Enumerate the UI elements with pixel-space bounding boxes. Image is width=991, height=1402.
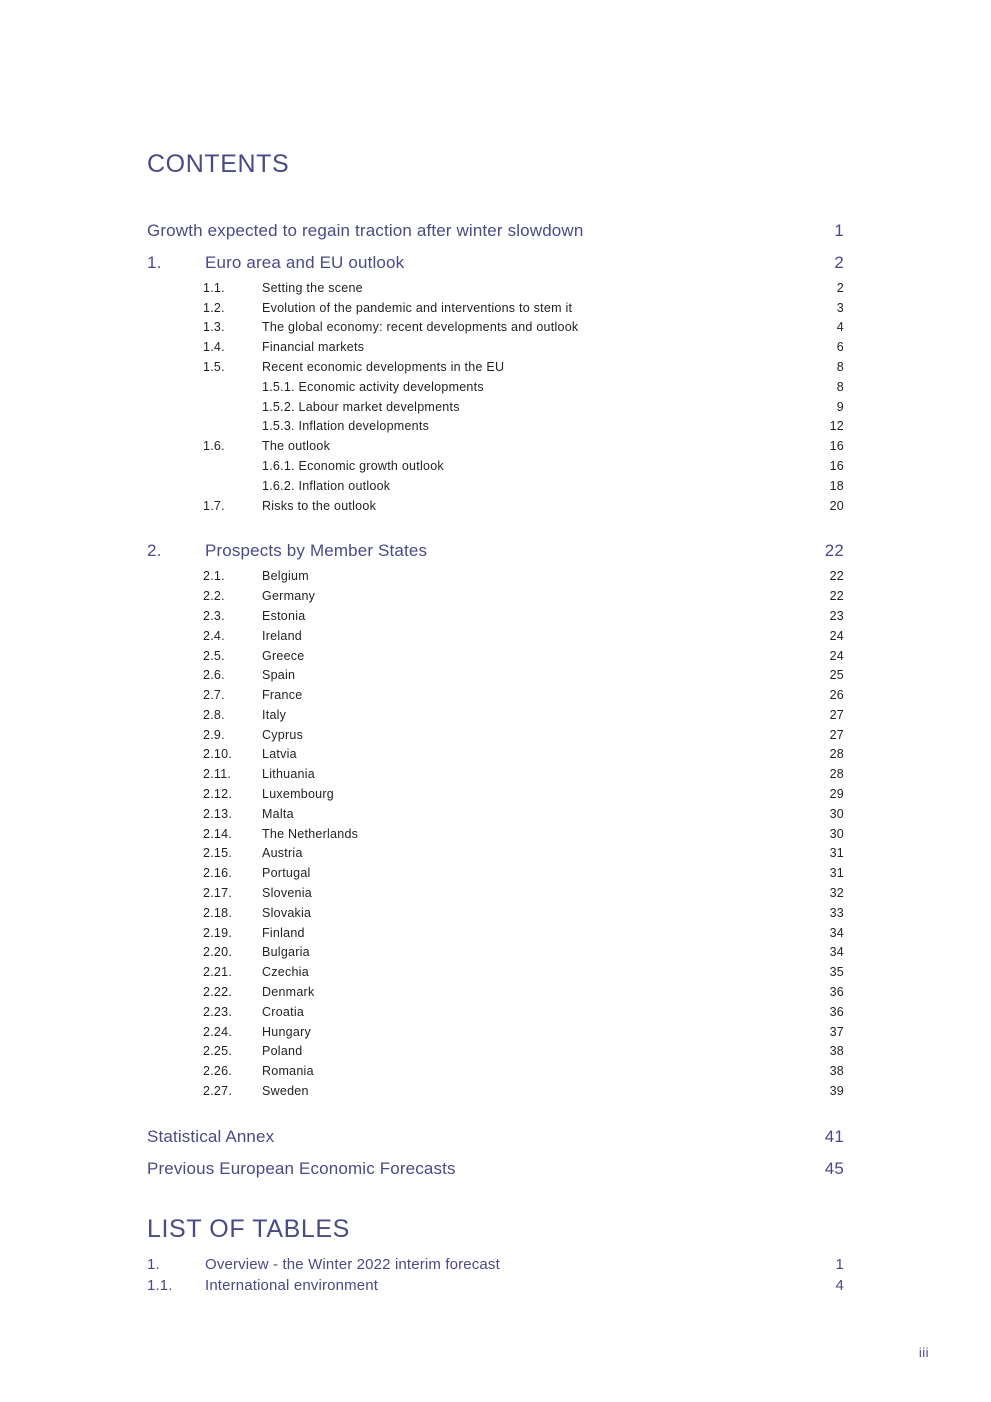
- toc-entry-page-number: 22: [829, 589, 844, 604]
- toc-entry-number: 2.23.: [203, 1004, 233, 1019]
- toc-entry-label: Risks to the outlook: [262, 498, 377, 513]
- spacer: [147, 1244, 844, 1254]
- toc-entry[interactable]: [147, 963, 844, 983]
- toc-entry-number: 2.9.: [203, 727, 225, 742]
- toc-entry[interactable]: [147, 535, 844, 567]
- toc-column: [147, 150, 844, 1296]
- toc-entry-label: Poland: [262, 1044, 303, 1059]
- toc-entry-label: Lithuania: [262, 767, 315, 782]
- toc-entry-label: Evolution of the pandemic and interventions to stem it: [262, 300, 573, 315]
- toc-entry-page-number: 18: [829, 478, 844, 493]
- toc-entry[interactable]: [147, 1023, 844, 1043]
- toc-entry-label: Greece: [262, 648, 305, 663]
- toc-entry-page-number: 45: [824, 1158, 844, 1178]
- toc-entry-number: 1.5.: [203, 359, 225, 374]
- toc-entry[interactable]: [147, 1042, 844, 1062]
- toc-entry-number: 2.21.: [203, 965, 233, 980]
- table-index-entry-page-number: 4: [835, 1276, 844, 1294]
- spacer: [147, 1185, 844, 1215]
- toc-entry-number: 2.3.: [203, 608, 225, 623]
- toc-entry-page-number: 6: [836, 340, 844, 355]
- toc-entry-page-number: 38: [829, 1064, 844, 1079]
- toc-entry-label: 1.5.3. Inflation developments: [262, 419, 430, 434]
- toc-entry-label: Slovakia: [262, 905, 312, 920]
- toc-entry[interactable]: [147, 247, 844, 279]
- toc-entry-label: Sweden: [262, 1084, 309, 1099]
- toc-entry-number: 2.14.: [203, 826, 233, 841]
- toc-entry-number: 2.4.: [203, 628, 225, 643]
- toc-entry-page-number: 32: [829, 886, 844, 901]
- spacer: [147, 1102, 844, 1121]
- toc-entry-page-number: 36: [829, 985, 844, 1000]
- toc-entry-number: 2.: [147, 541, 162, 561]
- toc-entry-label: Malta: [262, 806, 294, 821]
- table-index-entry-number: 1.: [147, 1255, 160, 1273]
- toc-entry[interactable]: [147, 497, 844, 517]
- toc-entry-page-number: 29: [829, 787, 844, 802]
- toc-entry-page-number: 9: [836, 399, 844, 414]
- toc-entry-page-number: 28: [829, 747, 844, 762]
- toc-entry-number: 1.: [147, 252, 162, 272]
- toc-entry[interactable]: [147, 477, 844, 497]
- toc-entry-number: 2.7.: [203, 688, 225, 703]
- toc-entry[interactable]: [147, 378, 844, 398]
- toc-entry-page-number: 37: [829, 1024, 844, 1039]
- toc-entry[interactable]: [147, 437, 844, 457]
- table-index-entry-label: International environment: [205, 1276, 379, 1294]
- toc-entry[interactable]: [147, 318, 844, 338]
- toc-entry-number: 2.20.: [203, 945, 233, 960]
- toc-entry-page-number: 39: [829, 1084, 844, 1099]
- toc-entry-page-number: 31: [829, 846, 844, 861]
- toc-entry-number: 2.26.: [203, 1064, 233, 1079]
- toc-entry[interactable]: [147, 398, 844, 418]
- toc-entry-label: Latvia: [262, 747, 297, 762]
- toc-entry-label: Slovenia: [262, 886, 312, 901]
- toc-entry-page-number: 24: [829, 628, 844, 643]
- toc-entry-number: 2.16.: [203, 866, 233, 881]
- toc-entry-label: Bulgaria: [262, 945, 310, 960]
- toc-entry[interactable]: [147, 215, 844, 247]
- toc-entry-page-number: 2: [836, 280, 844, 295]
- toc-entry-label: Financial markets: [262, 340, 365, 355]
- toc-entry-page-number: 23: [829, 608, 844, 623]
- toc-entry[interactable]: [147, 765, 844, 785]
- toc-entry-page-number: 38: [829, 1044, 844, 1059]
- toc-entry-label: 1.5.2. Labour market develpments: [262, 399, 460, 414]
- toc-entry-page-number: 41: [824, 1126, 844, 1146]
- spacer: [147, 179, 844, 215]
- toc-entry-label: Germany: [262, 589, 316, 604]
- toc-entry-number: 2.12.: [203, 787, 233, 802]
- toc-entry-number: 2.2.: [203, 589, 225, 604]
- list-of-tables-entry-list: [147, 1254, 844, 1296]
- toc-entry-label: Hungary: [262, 1024, 311, 1039]
- toc-entry-number: 2.1.: [203, 569, 225, 584]
- toc-entry-number: 2.5.: [203, 648, 225, 663]
- toc-entry[interactable]: [147, 607, 844, 627]
- toc-entry-number: 2.25.: [203, 1044, 233, 1059]
- toc-entry[interactable]: [147, 279, 844, 299]
- toc-entry[interactable]: [147, 567, 844, 587]
- toc-entry[interactable]: [147, 706, 844, 726]
- toc-entry-number: 1.2.: [203, 300, 225, 315]
- toc-entry-label: Setting the scene: [262, 280, 363, 295]
- toc-entry-label: Finland: [262, 925, 305, 940]
- toc-entry-number: 2.18.: [203, 905, 233, 920]
- toc-entry-page-number: 22: [824, 541, 844, 561]
- toc-entry-page-number: 33: [829, 905, 844, 920]
- toc-entry-page-number: 4: [836, 320, 844, 335]
- toc-entry-label: Austria: [262, 846, 303, 861]
- toc-entry-page-number: 24: [829, 648, 844, 663]
- toc-entry[interactable]: [147, 417, 844, 437]
- toc-entry-number: 1.4.: [203, 340, 225, 355]
- toc-entry-page-number: 26: [829, 688, 844, 703]
- toc-entry[interactable]: [147, 338, 844, 358]
- toc-entry[interactable]: [147, 884, 844, 904]
- toc-entry-label: Belgium: [262, 569, 309, 584]
- toc-entry-page-number: 25: [829, 668, 844, 683]
- toc-entry-label: Recent economic developments in the EU: [262, 359, 505, 374]
- toc-entry[interactable]: [147, 726, 844, 746]
- toc-entry-number: 2.13.: [203, 806, 233, 821]
- toc-entry-label: Czechia: [262, 965, 309, 980]
- toc-entry-number: 2.24.: [203, 1024, 233, 1039]
- toc-entry[interactable]: [147, 457, 844, 477]
- toc-entry-label: Spain: [262, 668, 296, 683]
- toc-entry[interactable]: [147, 943, 844, 963]
- toc-entry-label: Prospects by Member States: [205, 541, 428, 561]
- spacer: [147, 516, 844, 535]
- toc-entry-label: The global economy: recent developments and outlook: [262, 320, 579, 335]
- toc-entry-page-number: 2: [834, 252, 844, 272]
- toc-entry-page-number: 27: [829, 707, 844, 722]
- toc-entry-page-number: 36: [829, 1004, 844, 1019]
- toc-entry-page-number: 34: [829, 945, 844, 960]
- toc-entry-label: Euro area and EU outlook: [205, 252, 405, 272]
- toc-entry-page-number: 27: [829, 727, 844, 742]
- toc-entry-page-number: 30: [829, 826, 844, 841]
- toc-entry-label: Cyprus: [262, 727, 304, 742]
- toc-entry-number: 1.6.: [203, 439, 225, 454]
- toc-entry-label: Estonia: [262, 608, 306, 623]
- toc-entry-page-number: 3: [836, 300, 844, 315]
- toc-entry[interactable]: [147, 299, 844, 319]
- toc-entry[interactable]: [147, 1153, 844, 1185]
- toc-entry-number: 2.8.: [203, 707, 225, 722]
- table-index-entry-number: 1.1.: [147, 1276, 173, 1294]
- toc-entry[interactable]: [147, 785, 844, 805]
- toc-entry-number: 2.6.: [203, 668, 225, 683]
- toc-entry-label: Croatia: [262, 1004, 305, 1019]
- toc-entry-number: 2.17.: [203, 886, 233, 901]
- toc-entry[interactable]: [147, 1003, 844, 1023]
- table-index-entry-label: Overview - the Winter 2022 interim forecast: [205, 1255, 500, 1273]
- toc-entry-page-number: 1: [834, 220, 844, 240]
- toc-entry[interactable]: [147, 1062, 844, 1082]
- toc-entry[interactable]: [147, 864, 844, 884]
- toc-entry[interactable]: [147, 666, 844, 686]
- toc-entry-page-number: 20: [829, 498, 844, 513]
- table-index-entry-page-number: 1: [835, 1255, 844, 1273]
- list-of-tables-heading: LIST OF TABLES: [147, 1214, 350, 1243]
- page-folio: iii: [918, 1345, 929, 1360]
- toc-entry[interactable]: [147, 745, 844, 765]
- toc-entry-page-number: 8: [836, 379, 844, 394]
- toc-entry-label: Romania: [262, 1064, 314, 1079]
- toc-entry[interactable]: [147, 844, 844, 864]
- toc-entry-label: Italy: [262, 707, 287, 722]
- toc-entry-page-number: 31: [829, 866, 844, 881]
- toc-entry[interactable]: [147, 587, 844, 607]
- toc-entry-label: 1.6.2. Inflation outlook: [262, 478, 391, 493]
- contents-entry-list: [147, 215, 844, 1185]
- toc-entry-label: The outlook: [262, 439, 331, 454]
- toc-entry-label: Statistical Annex: [147, 1126, 275, 1146]
- toc-entry[interactable]: [147, 924, 844, 944]
- toc-entry[interactable]: [147, 358, 844, 378]
- toc-entry-label: 1.6.1. Economic growth outlook: [262, 458, 444, 473]
- toc-entry-label: Luxembourg: [262, 787, 334, 802]
- toc-entry-label: 1.5.1. Economic activity developments: [262, 379, 484, 394]
- toc-entry-page-number: 16: [829, 439, 844, 454]
- toc-entry-number: 2.10.: [203, 747, 233, 762]
- toc-entry-page-number: 28: [829, 767, 844, 782]
- toc-entry[interactable]: [147, 805, 844, 825]
- toc-entry[interactable]: [147, 825, 844, 845]
- toc-entry-number: 1.7.: [203, 498, 225, 513]
- toc-entry-page-number: 30: [829, 806, 844, 821]
- table-index-entry[interactable]: [147, 1275, 844, 1296]
- toc-entry-page-number: 35: [829, 965, 844, 980]
- toc-entry[interactable]: [147, 647, 844, 667]
- toc-entry-page-number: 34: [829, 925, 844, 940]
- toc-entry-page-number: 8: [836, 359, 844, 374]
- toc-entry-number: 1.1.: [203, 280, 225, 295]
- toc-entry[interactable]: [147, 686, 844, 706]
- toc-entry-page-number: 16: [829, 458, 844, 473]
- toc-entry-number: 2.27.: [203, 1084, 233, 1099]
- contents-heading: CONTENTS: [147, 150, 290, 178]
- toc-entry[interactable]: [147, 627, 844, 647]
- toc-entry[interactable]: [147, 1121, 844, 1153]
- toc-entry-page-number: 12: [829, 419, 844, 434]
- toc-entry[interactable]: [147, 904, 844, 924]
- toc-entry-label: Previous European Economic Forecasts: [147, 1158, 456, 1178]
- toc-entry-label: The Netherlands: [262, 826, 359, 841]
- toc-entry[interactable]: [147, 983, 844, 1003]
- toc-entry-label: Ireland: [262, 628, 302, 643]
- table-index-entry[interactable]: [147, 1254, 844, 1275]
- toc-entry-number: 2.19.: [203, 925, 233, 940]
- toc-entry-label: France: [262, 688, 303, 703]
- toc-entry-number: 2.22.: [203, 985, 233, 1000]
- toc-entry-label: Denmark: [262, 985, 315, 1000]
- toc-entry-number: 2.15.: [203, 846, 233, 861]
- toc-entry-number: 2.11.: [203, 767, 232, 782]
- toc-entry-page-number: 22: [829, 569, 844, 584]
- toc-entry-label: Growth expected to regain traction after winter slowdown: [147, 220, 584, 240]
- toc-entry-number: 1.3.: [203, 320, 225, 335]
- toc-entry[interactable]: [147, 1082, 844, 1102]
- toc-entry-label: Portugal: [262, 866, 311, 881]
